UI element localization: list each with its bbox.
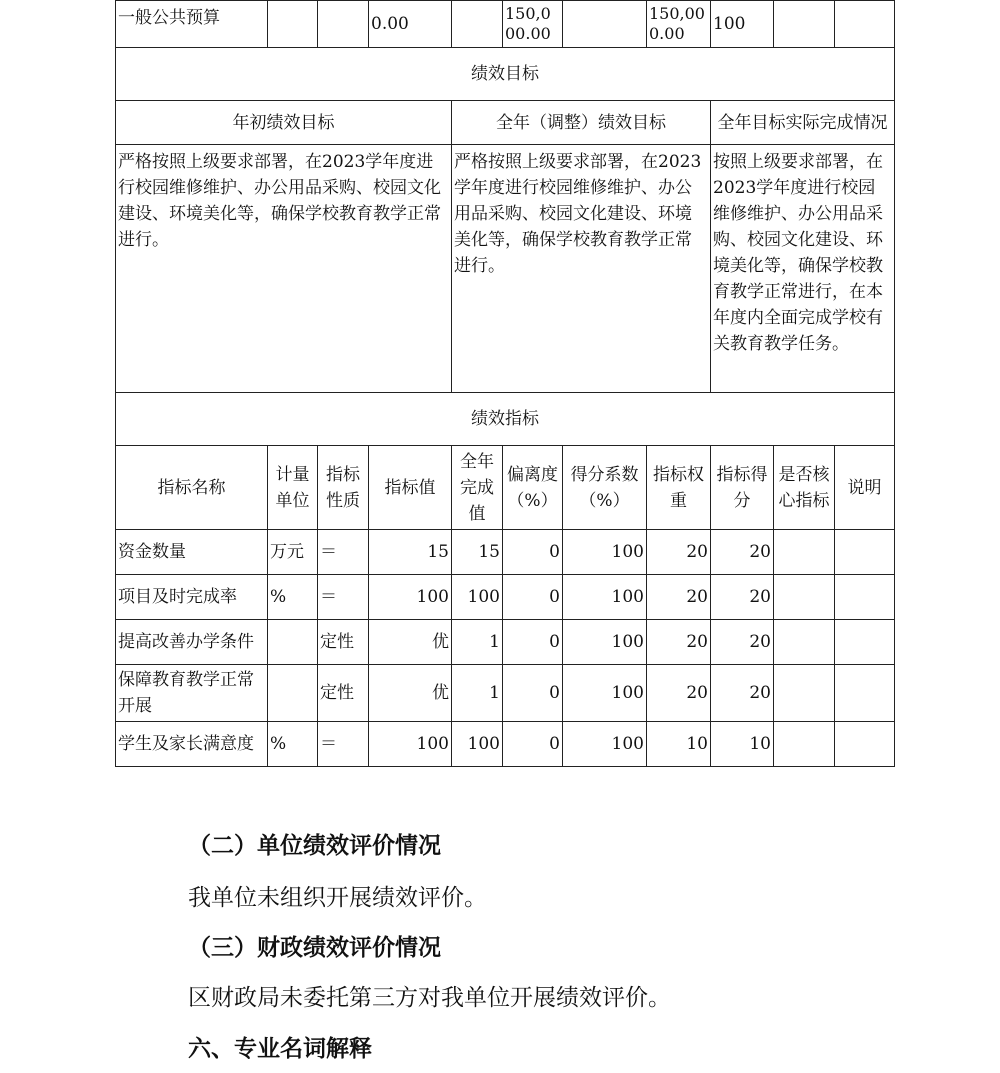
indicator-unit: [268, 665, 318, 722]
indicator-nature: ＝: [318, 575, 369, 620]
budget-value-a: 0.00: [369, 1, 452, 48]
budget-row: [116, 1, 895, 48]
indicator-deviation: 0: [503, 665, 563, 722]
budget-source-name: 一般公共预算: [116, 1, 268, 48]
goal-initial-text: 严格按照上级要求部署，在2023学年度进行校园维修维护、办公用品采购、校园文化建设、环境美化等，确保学校教育教学正常进行。: [116, 145, 452, 393]
table-row: [116, 665, 895, 722]
fiscal-eval-text: 区财政局未委托第三方对我单位开展绩效评价。: [188, 985, 671, 1011]
indicator-score: 20: [711, 620, 774, 665]
indicator-deviation: 0: [503, 722, 563, 767]
indicator-target: 15: [369, 530, 452, 575]
indicator-target: 100: [369, 575, 452, 620]
header-target: 指标值: [369, 446, 452, 530]
indicator-score: 20: [711, 575, 774, 620]
goal-actual-text: 按照上级要求部署，在2023学年度进行校园维修维护、办公用品采购、校园文化建设、环境美化等，确保学校教育教学正常进行，在本年度内全面完成学校有关教育教学任务。: [711, 145, 895, 393]
indicators-section-title: 绩效指标: [116, 393, 895, 446]
budget-value-b: 150,000.00: [503, 1, 563, 48]
indicator-score: 20: [711, 530, 774, 575]
indicator-weight: 20: [647, 530, 711, 575]
indicator-deviation: 0: [503, 530, 563, 575]
indicator-actual: 1: [452, 665, 503, 722]
indicator-coef: 100: [563, 530, 647, 575]
indicator-weight: 20: [647, 665, 711, 722]
goal-adjusted-text: 严格按照上级要求部署，在2023学年度进行校园维修维护、办公用品采购、校园文化建设、环境美化等，确保学校教育教学正常进行。: [452, 145, 711, 393]
indicator-note: [835, 575, 895, 620]
indicator-nature: 定性: [318, 620, 369, 665]
header-core: 是否核心指标: [774, 446, 835, 530]
indicator-weight: 20: [647, 575, 711, 620]
indicator-target: 优: [369, 665, 452, 722]
table-row: [116, 620, 895, 665]
indicator-unit: %: [268, 575, 318, 620]
indicator-target: 100: [369, 722, 452, 767]
indicator-actual: 100: [452, 722, 503, 767]
header-weight: 指标权重: [647, 446, 711, 530]
header-deviation: 偏离度（%）: [503, 446, 563, 530]
indicator-name: 资金数量: [116, 530, 268, 575]
indicator-nature: 定性: [318, 665, 369, 722]
header-score: 指标得分: [711, 446, 774, 530]
indicator-coef: 100: [563, 620, 647, 665]
indicator-nature: ＝: [318, 722, 369, 767]
indicator-weight: 20: [647, 620, 711, 665]
indicator-core: [774, 530, 835, 575]
indicator-core: [774, 620, 835, 665]
terms-heading: 六、专业名词解释: [188, 1035, 372, 1062]
indicator-unit: [268, 620, 318, 665]
indicator-header-row: [116, 446, 895, 530]
indicator-core: [774, 575, 835, 620]
performance-table: [115, 0, 895, 767]
indicator-name: 项目及时完成率: [116, 575, 268, 620]
goal-header-initial: 年初绩效目标: [116, 101, 452, 145]
unit-eval-heading: （二）单位绩效评价情况: [188, 832, 441, 859]
indicator-actual: 100: [452, 575, 503, 620]
header-unit: 计量单位: [268, 446, 318, 530]
header-nature: 指标性质: [318, 446, 369, 530]
indicator-deviation: 0: [503, 575, 563, 620]
unit-eval-text: 我单位未组织开展绩效评价。: [188, 885, 487, 911]
indicator-note: [835, 530, 895, 575]
goal-header-actual: 全年目标实际完成情况: [711, 101, 895, 145]
header-coef: 得分系数（%）: [563, 446, 647, 530]
indicator-note: [835, 665, 895, 722]
indicator-actual: 15: [452, 530, 503, 575]
indicator-note: [835, 620, 895, 665]
indicator-deviation: 0: [503, 620, 563, 665]
indicator-note: [835, 722, 895, 767]
indicator-target: 优: [369, 620, 452, 665]
indicator-nature: ＝: [318, 530, 369, 575]
indicator-unit: %: [268, 722, 318, 767]
indicator-coef: 100: [563, 575, 647, 620]
indicator-name: 保障教育教学正常开展: [116, 665, 268, 722]
header-note: 说明: [835, 446, 895, 530]
budget-value-d: 100: [711, 1, 774, 48]
header-indicator-name: 指标名称: [116, 446, 268, 530]
header-actual: 全年完成值: [452, 446, 503, 530]
table-row: [116, 722, 895, 767]
table-row: [116, 530, 895, 575]
table-row: [116, 575, 895, 620]
indicator-core: [774, 722, 835, 767]
indicator-core: [774, 665, 835, 722]
fiscal-eval-heading: （三）财政绩效评价情况: [188, 934, 441, 961]
indicator-coef: 100: [563, 665, 647, 722]
indicator-coef: 100: [563, 722, 647, 767]
indicator-actual: 1: [452, 620, 503, 665]
indicator-score: 20: [711, 665, 774, 722]
budget-value-c: 150,000.00: [647, 1, 711, 48]
goals-section-title: 绩效目标: [116, 48, 895, 101]
indicator-name: 提高改善办学条件: [116, 620, 268, 665]
indicator-weight: 10: [647, 722, 711, 767]
indicator-unit: 万元: [268, 530, 318, 575]
indicator-score: 10: [711, 722, 774, 767]
goal-header-adjusted: 全年（调整）绩效目标: [452, 101, 711, 145]
indicator-name: 学生及家长满意度: [116, 722, 268, 767]
